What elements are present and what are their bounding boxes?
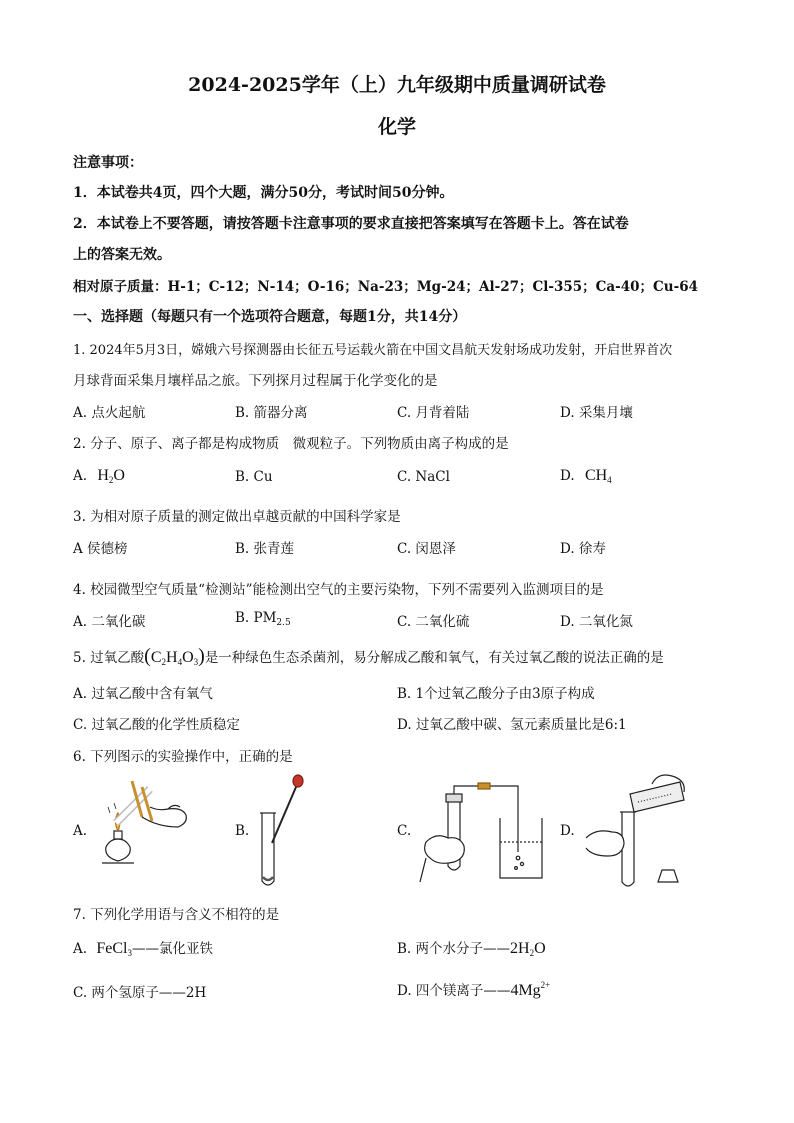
q6-option-c[interactable]: C. bbox=[397, 823, 412, 839]
q2-option-a[interactable] bbox=[73, 467, 125, 485]
q2-option-b[interactable]: B. Cu bbox=[235, 469, 273, 485]
q5-option-c[interactable]: C. 过氧乙酸的化学性质稳定 bbox=[73, 717, 240, 733]
q7-option-b[interactable]: B. 两个水分子$——2H_2O$ bbox=[397, 940, 546, 958]
q4-option-a[interactable]: A. 二氧化碳 bbox=[73, 614, 146, 630]
q1-option-b[interactable]: B. 箭器分离 bbox=[235, 405, 308, 421]
q3-option-d[interactable]: D. 徐寿 bbox=[560, 541, 606, 557]
q2-option-d-formula: $CH_4$ bbox=[584, 467, 612, 485]
q3-option-c[interactable]: C. 闵恩泽 bbox=[397, 541, 456, 557]
q7-stem: 7. 下列化学用语与含义不相符的是 bbox=[73, 907, 280, 923]
q4-option-d[interactable]: D. 二氧化氮 bbox=[560, 614, 633, 630]
q6-b-dropper-tube-image bbox=[250, 773, 310, 893]
q1-option-d[interactable]: D. 采集月壤 bbox=[560, 405, 633, 421]
q4-stem: 4. 校园微型空气质量“检测站”能检测出空气的主要污染物，下列不需要列入监测项目的是 bbox=[73, 582, 604, 598]
q6-a-heating-tube-image bbox=[88, 777, 200, 877]
q2-option-a-formula: $H_2O$ bbox=[97, 467, 125, 485]
q6-option-d[interactable]: D. bbox=[560, 823, 575, 839]
section-1-heading: 一、选择题（每题只有一个选项符合题意，每题1分，共14分） bbox=[73, 309, 467, 325]
q7-option-a-formula: FeCl$_3$ bbox=[96, 940, 132, 958]
notes-item-2-line-2: 上的答案无效。 bbox=[73, 247, 171, 263]
q3-option-a[interactable]: A 侯德榜 bbox=[73, 541, 128, 557]
q7-option-d[interactable]: D. 四个镁离子$——4Mg^{2+}$ bbox=[397, 980, 551, 999]
q1-stem-line-2: 月球背面采集月壤样品之旅。下列探月过程属于化学变化的是 bbox=[73, 373, 438, 389]
q2-option-d[interactable] bbox=[560, 467, 612, 485]
q7-option-d-formula: $4Mg^{2+}$ bbox=[510, 980, 551, 999]
q5-formula: $C_2H_4O_3$ bbox=[150, 649, 199, 667]
q4-option-c[interactable]: C. 二氧化硫 bbox=[397, 614, 470, 630]
notes-item-2-line-1: 2．本试卷上不要答题，请按答题卡注意事项的要求直接把答案填写在答题卡上。答在试卷 bbox=[73, 216, 629, 232]
q3-option-b[interactable]: B. 张青莲 bbox=[235, 541, 295, 557]
exam-title: 2024-2025学年（上）九年级期中质量调研试卷 bbox=[188, 74, 606, 96]
q1-option-c[interactable]: C. 月背着陆 bbox=[397, 405, 470, 421]
atomic-masses: 相对原子质量：H-1；C-12；N-14；O-16；Na-23；Mg-24；Al-27；Cl-355；Ca-40；Cu-64 bbox=[73, 279, 698, 295]
subject-title: 化学 bbox=[377, 116, 416, 138]
q2-option-a-label: A. bbox=[73, 468, 88, 484]
q5-option-d[interactable]: D. 过氧乙酸中碳、氢元素质量比是6:1 bbox=[397, 717, 627, 733]
notes-heading: 注意事项： bbox=[73, 155, 143, 171]
notes-item-1: 1．本试卷共4页，四个大题，满分50分，考试时间50分钟。 bbox=[73, 185, 454, 201]
q6-option-b[interactable]: B. bbox=[235, 823, 250, 839]
q6-option-a[interactable]: A. bbox=[73, 823, 88, 839]
q2-option-c[interactable]: C. NaCl bbox=[397, 469, 450, 485]
q1-option-a[interactable]: A. 点火起航 bbox=[73, 405, 146, 421]
q7-option-b-formula: $2H_2O$ bbox=[510, 940, 546, 958]
q5-option-b[interactable]: B. 1个过氧乙酸分子由3原子构成 bbox=[397, 686, 595, 702]
q2-stem: 2. 分子、原子、离子都是构成物质 微观粒子。下列物质由离子构成的是 bbox=[73, 436, 509, 452]
q6-stem: 6. 下列图示的实验操作中，正确的是 bbox=[73, 749, 293, 765]
q7-option-a[interactable]: A. FeCl$_3$——氯化亚铁 bbox=[73, 940, 213, 958]
q6-d-adding-solid-image bbox=[582, 772, 692, 892]
q2-option-d-label: D. bbox=[560, 468, 575, 484]
q5-option-a[interactable]: A. 过氧乙酸中含有氧气 bbox=[73, 686, 213, 702]
q4-option-b[interactable]: B. $PM_{2.5}$ bbox=[235, 610, 291, 628]
q7-option-c[interactable]: C. 两个氢原子——2H bbox=[73, 985, 207, 1001]
q5-stem: 5. 过氧乙酸$(C_2H_4O_3)$是一种绿色生态杀菌剂，易分解成乙酸和氧气，有关过氧乙酸的说法正确的是 bbox=[73, 645, 664, 667]
q3-stem: 3. 为相对原子质量的测定做出卓越贡献的中国科学家是 bbox=[73, 509, 401, 525]
q1-stem-line-1: 1. 2024年5月3日，嫦娥六号探测器由长征五号运载火箭在中国文昌航天发射场成功发射，开启世界首次 bbox=[73, 343, 673, 358]
q6-c-airtightness-check-image bbox=[418, 782, 558, 887]
